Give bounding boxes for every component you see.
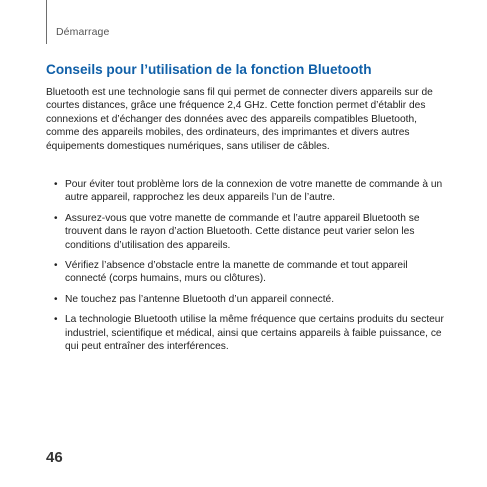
list-item-text: Pour éviter tout problème lors de la connexion de votre manette de commande à un autre appareil, rapprochez les deux appareils l’un de l’autre. <box>65 179 443 204</box>
bullet-icon: • <box>54 212 58 224</box>
list-item <box>46 313 450 353</box>
list-item <box>46 259 450 286</box>
bullet-icon: • <box>54 293 58 305</box>
page-title: Conseils pour l’utilisation de la fonction Bluetooth <box>46 62 372 77</box>
bullet-icon: • <box>54 179 58 190</box>
list-item-text: Assurez-vous que votre manette de commande et l’autre appareil Bluetooth se trouvent dans le rayon d’action Bluetooth. Cette distance peut varier selon les conditions d’utilisation des appareils. <box>65 212 420 251</box>
list-item <box>46 212 450 252</box>
list-item <box>46 293 450 306</box>
intro-paragraph: Bluetooth est une technologie sans fil qui permet de connecter divers appareils sur de courtes distances, grâce une fréquence 2,4 GHz. Cette fonction permet d’établir des connexions et d’échanger des données avec des appareils compatibles Bluetooth, comme des appareils mobiles, des ordinateurs, des imprimantes et divers autres équipements domestiques numériques, sans utiliser de câbles. <box>46 87 433 152</box>
list-item-text: La technologie Bluetooth utilise la même fréquence que certains produits du secteur industriel, scientifique et médical, ainsi que certains appareils à faible puissance, ce qui peut entraîner des interférences. <box>65 314 444 353</box>
list-item-text: Vérifiez l’absence d’obstacle entre la manette de commande et tout appareil connecté (corps humains, murs ou clôtures). <box>65 260 408 285</box>
list-item <box>46 178 450 205</box>
page-number: 46 <box>46 449 63 466</box>
bullet-icon: • <box>54 314 58 326</box>
margin-rule <box>46 0 47 44</box>
tips-list <box>46 178 450 360</box>
bullet-icon: • <box>54 260 58 272</box>
list-item-text: Ne touchez pas l’antenne Bluetooth d’un appareil connecté. <box>65 293 335 305</box>
section-label: Démarrage <box>56 26 110 38</box>
